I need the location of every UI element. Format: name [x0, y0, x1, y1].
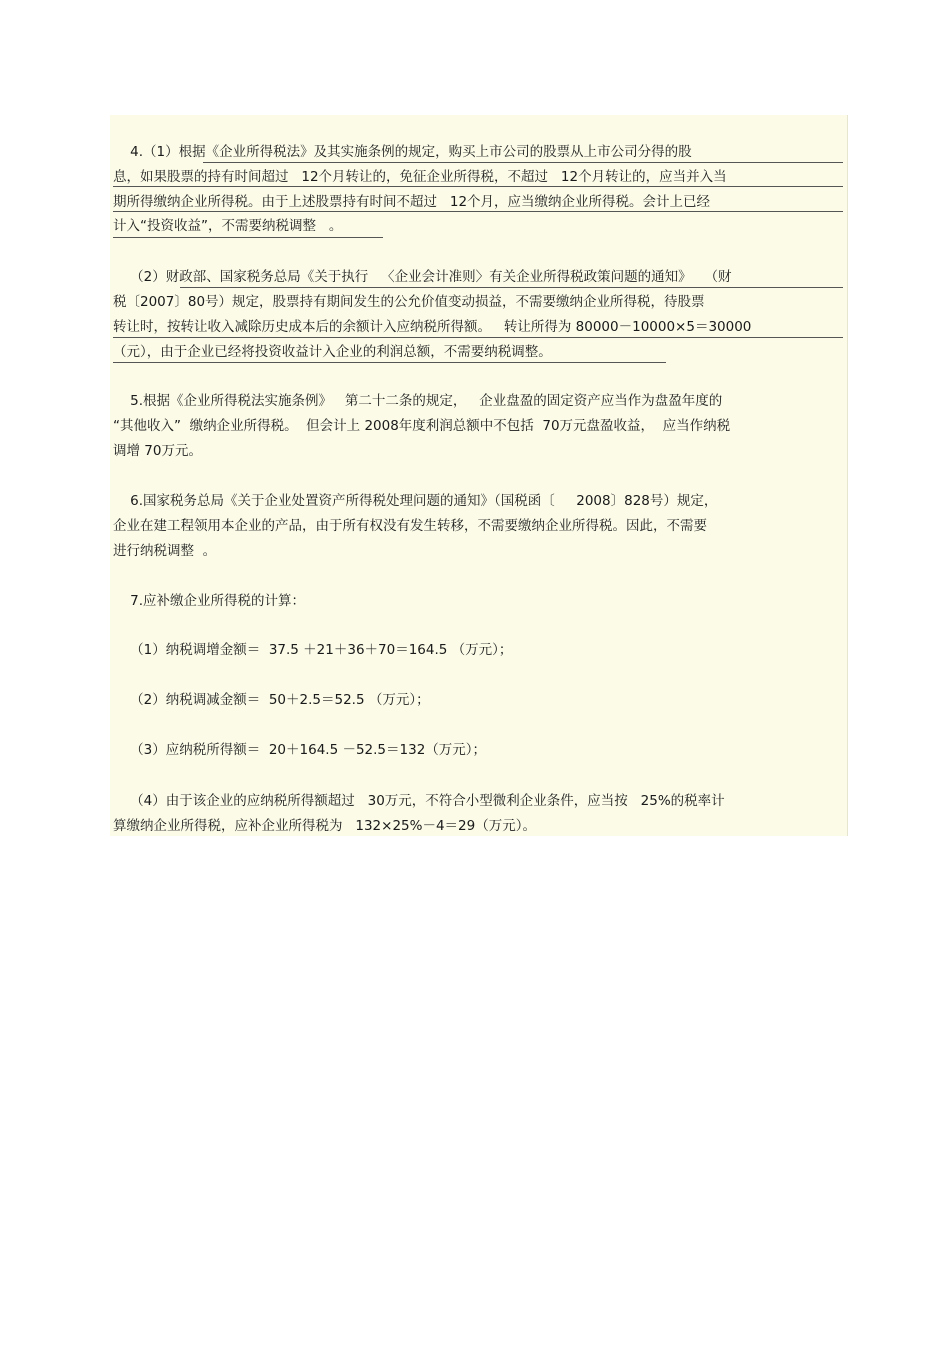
p4-1-line-3: 期所得缴纳企业所得税。由于上述股票持有时间不超过 12个月，应当缴纳企业所得税。会计上已经	[113, 194, 711, 210]
calc-4-line-1: （4）由于该企业的应纳税所得额超过 30万元，不符合小型微利企业条件，应当按 25%的税率计	[113, 793, 725, 809]
p5-line-2: “其他收入” 缴纳企业所得税。 但会计上 2008年度利润总额中不包括 70万元盘盈收益， 应当作纳税	[113, 418, 731, 434]
underline	[113, 237, 383, 238]
underline	[180, 287, 843, 288]
underline	[113, 362, 666, 363]
underline	[113, 337, 843, 338]
underline	[203, 162, 843, 163]
p4-1-line-2: 息，如果股票的持有时间超过 12个月转让的，免征企业所得税，不超过 12个月转让的，应当并入当	[113, 169, 727, 185]
p4-1-line-4: 计入“投资收益”，不需要纳税调整 。	[113, 218, 343, 234]
p5-line-3: 调增 70万元。	[113, 443, 202, 459]
p4-2-line-4: （元），由于企业已经将投资收益计入企业的利润总额，不需要纳税调整。	[113, 344, 552, 360]
p7-heading: 7.应补缴企业所得税的计算：	[113, 593, 306, 609]
calc-1: （1）纳税调增金额＝ 37.5 ＋21＋36＋70＝164.5 （万元）；	[113, 642, 513, 658]
calc-2: （2）纳税调减金额＝ 50＋2.5＝52.5 （万元）；	[113, 692, 430, 708]
underline	[113, 186, 843, 187]
p4-2-line-2: 税〔2007〕80号）规定，股票持有期间发生的公允价值变动损益，不需要缴纳企业所得税，待股票	[113, 294, 705, 310]
p6-line-1: 6.国家税务总局《关于企业处置资产所得税处理问题的通知》（国税函〔 2008〕828号）规定，	[113, 493, 718, 509]
p4-2-line-1: （2）财政部、国家税务总局《关于执行 〈企业会计准则〉有关企业所得税政策问题的通知》 （财	[113, 269, 732, 285]
p4-1-line-1: 4.（1）根据《企业所得税法》及其实施条例的规定，购买上市公司的股票从上市公司分得的股	[113, 144, 692, 160]
calc-3: （3）应纳税所得额＝ 20＋164.5 －52.5＝132（万元）；	[113, 742, 487, 758]
p5-line-1: 5.根据《企业所得税法实施条例》 第二十二条的规定， 企业盘盈的固定资产应当作为盘盈年度的	[113, 393, 723, 409]
p6-line-3: 进行纳税调整 。	[113, 543, 217, 559]
calc-4-line-2: 算缴纳企业所得税，应补企业所得税为 132×25%－4＝29（万元）。	[113, 818, 536, 834]
p6-line-2: 企业在建工程领用本企业的产品，由于所有权没有发生转移，不需要缴纳企业所得税。因此，不需要	[113, 518, 707, 534]
p4-2-line-3: 转让时，按转让收入减除历史成本后的余额计入应纳税所得额。 转让所得为 80000－10000×5＝30000	[113, 319, 752, 335]
underline	[113, 211, 843, 212]
